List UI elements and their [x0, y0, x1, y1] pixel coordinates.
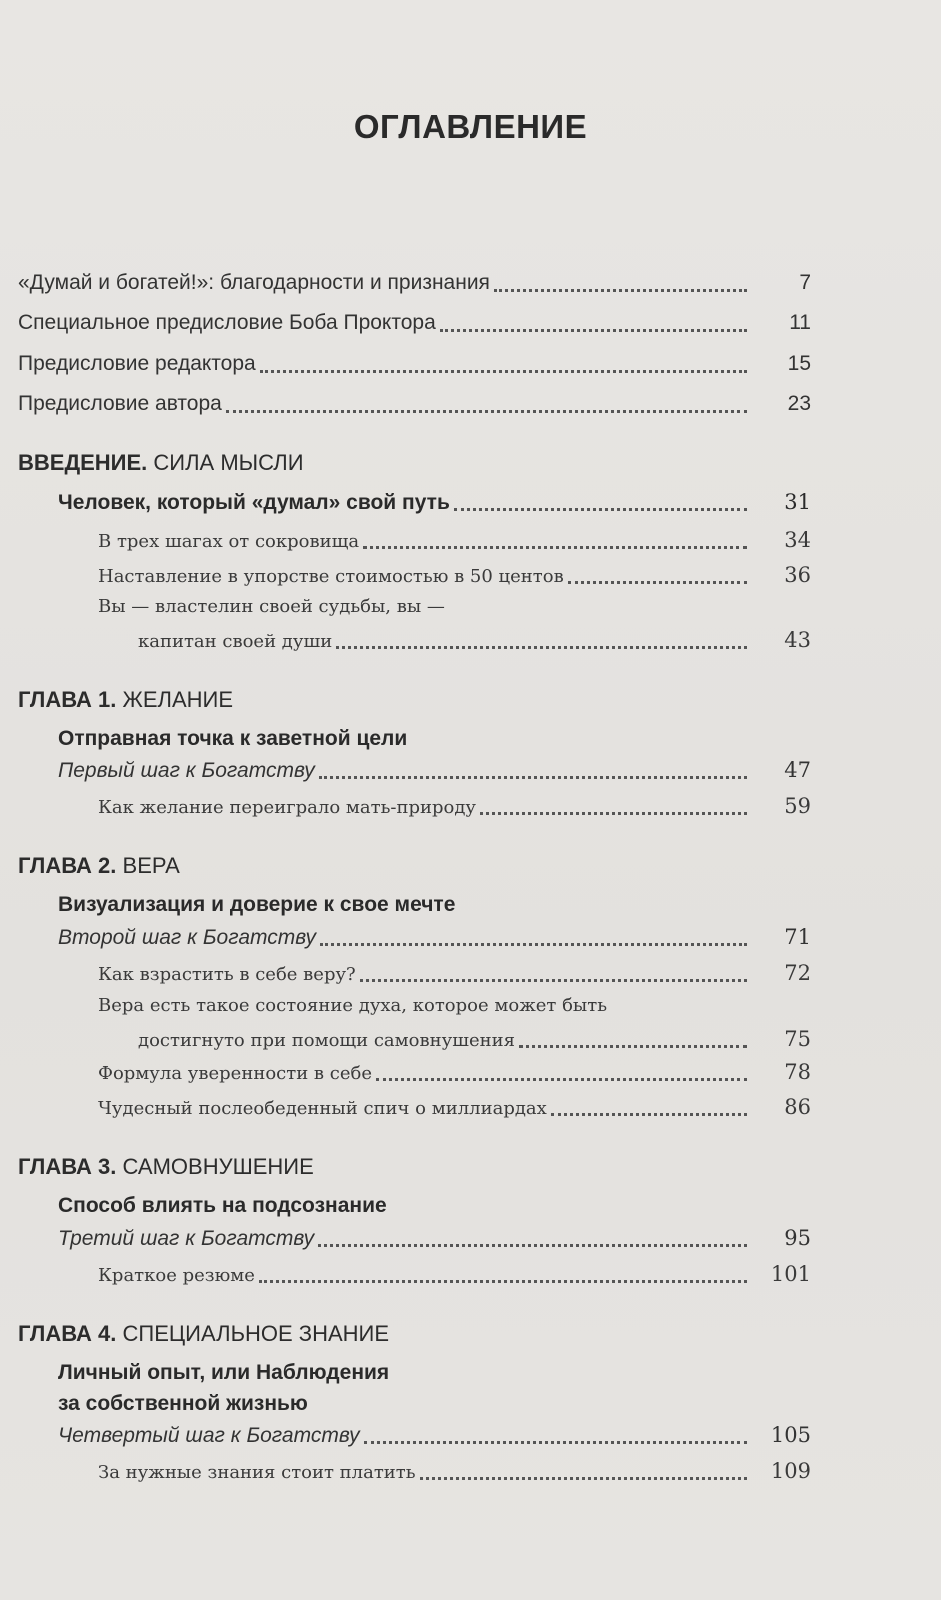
- toc-entry-page: 71: [784, 925, 811, 949]
- leader-dots: [226, 410, 747, 413]
- toc-entry-label: Человек, который «думал» свой путь: [58, 491, 450, 514]
- toc-entry[interactable]: [18, 271, 811, 295]
- chapter-subtitle: Визуализация и доверие к свое мечте: [58, 893, 456, 916]
- leader-dots: [320, 943, 747, 946]
- toc-entry-label: За нужные знания стоит платить: [98, 1462, 416, 1483]
- section-heading-ch2: [18, 853, 180, 879]
- toc-entry-page: 36: [784, 563, 811, 587]
- leader-dots: [336, 646, 747, 649]
- leader-dots: [318, 1244, 747, 1247]
- toc-entry[interactable]: [98, 563, 811, 587]
- section-heading-number: ВВЕДЕНИЕ.: [18, 450, 148, 475]
- toc-entry[interactable]: [98, 1262, 811, 1286]
- toc-entry-page: 23: [787, 392, 811, 415]
- section-heading-title: САМОВНУШЕНИЕ: [122, 1154, 314, 1179]
- toc-entry-label: Формула уверенности в себе: [98, 1063, 372, 1084]
- toc-entry-label: Третий шаг к Богатству: [58, 1227, 315, 1250]
- toc-entry[interactable]: [98, 1459, 811, 1483]
- leader-dots: [440, 329, 747, 332]
- section-heading-number: ГЛАВА 4.: [18, 1321, 117, 1346]
- section-heading-ch3: [18, 1154, 314, 1180]
- leader-dots: [376, 1078, 747, 1081]
- toc-entry-label: Четвертый шаг к Богатству: [58, 1424, 360, 1447]
- leader-dots: [420, 1477, 747, 1480]
- leader-dots: [519, 1045, 747, 1048]
- toc-entry-page: 15: [787, 352, 811, 375]
- leader-dots: [260, 370, 747, 373]
- leader-dots: [454, 508, 747, 511]
- chapter-subtitle-line2: за собственной жизнью: [58, 1392, 308, 1415]
- toc-entry-page: 7: [799, 271, 811, 294]
- toc-entry[interactable]: [98, 1060, 811, 1084]
- toc-entry[interactable]: [58, 758, 811, 783]
- toc-entry[interactable]: [98, 961, 811, 985]
- leader-dots: [259, 1280, 747, 1283]
- toc-entry-label: Как взрастить в себе веру?: [98, 964, 356, 985]
- toc-entry-label: Первый шаг к Богатству: [58, 759, 315, 782]
- toc-entry-page: 72: [784, 961, 811, 985]
- chapter-subtitle: Отправная точка к заветной цели: [58, 727, 408, 750]
- toc-entry-page: 95: [784, 1226, 811, 1250]
- toc-entry-label: Второй шаг к Богатству: [58, 926, 317, 949]
- section-heading-number: ГЛАВА 1.: [18, 687, 117, 712]
- section-heading-ch1: [18, 687, 233, 713]
- toc-entry[interactable]: [18, 311, 811, 335]
- toc-entry-label: Наставление в упорстве стоимостью в 50 центов: [98, 566, 564, 587]
- toc-entry-label-line1: Вы — властелин своей судьбы, вы —: [98, 596, 445, 617]
- toc-entry-page: 59: [784, 794, 811, 818]
- section-heading-number: ГЛАВА 3.: [18, 1154, 117, 1179]
- toc-entry-label: В трех шагах от сокровища: [98, 531, 360, 552]
- toc-entry[interactable]: [138, 628, 811, 652]
- section-heading-title: ВЕРА: [122, 853, 180, 878]
- toc-entry[interactable]: [58, 1423, 811, 1448]
- toc-entry-page: 47: [784, 758, 811, 782]
- toc-entry[interactable]: [98, 528, 811, 552]
- toc-entry-page: 75: [784, 1027, 811, 1051]
- toc-entry-label: капитан своей души: [138, 631, 333, 652]
- toc-entry[interactable]: [98, 794, 811, 818]
- leader-dots: [360, 979, 747, 982]
- leader-dots: [363, 546, 747, 549]
- toc-entry-page: 86: [784, 1095, 811, 1119]
- toc-entry-page: 101: [770, 1262, 811, 1286]
- leader-dots: [494, 289, 747, 292]
- section-heading-title: ЖЕЛАНИЕ: [122, 687, 233, 712]
- toc-entry-label: Предисловие редактора: [18, 352, 256, 375]
- leader-dots: [568, 581, 747, 584]
- toc-entry-page: 31: [784, 490, 811, 514]
- chapter-subtitle: Способ влиять на подсознание: [58, 1194, 387, 1217]
- toc-entry[interactable]: [58, 490, 811, 515]
- toc-entry[interactable]: [58, 1226, 811, 1251]
- page-title: ОГЛАВЛЕНИЕ: [353, 108, 588, 145]
- leader-dots: [480, 812, 747, 815]
- leader-dots: [364, 1441, 747, 1444]
- toc-entry-label: достигнуто при помощи самовнушения: [138, 1030, 515, 1051]
- toc-entry[interactable]: [138, 1027, 811, 1051]
- toc-entry[interactable]: [18, 352, 811, 376]
- toc-entry-page: 78: [784, 1060, 811, 1084]
- section-heading-title: СИЛА МЫСЛИ: [153, 450, 304, 475]
- toc-entry-label: Краткое резюме: [98, 1265, 255, 1286]
- toc-entry[interactable]: [58, 925, 811, 950]
- toc-entry[interactable]: [18, 392, 811, 416]
- toc-entry-label: «Думай и богатей!»: благодарности и признания: [18, 271, 490, 294]
- toc-entry-label: Специальное предисловие Боба Проктора: [18, 311, 436, 334]
- toc-entry-label: Чудесный послеобеденный спич о миллиардах: [98, 1098, 547, 1119]
- toc-entry[interactable]: [98, 1095, 811, 1119]
- section-heading-number: ГЛАВА 2.: [18, 853, 117, 878]
- leader-dots: [551, 1113, 747, 1116]
- toc-entry-page: 34: [784, 528, 811, 552]
- section-heading-title: СПЕЦИАЛЬНОЕ ЗНАНИЕ: [122, 1321, 390, 1346]
- toc-entry-page: 11: [789, 311, 811, 334]
- toc-entry-page: 105: [770, 1423, 811, 1447]
- toc-entry-label: Как желание переиграло мать-природу: [98, 797, 476, 818]
- toc-entry-label-line1: Вера есть такое состояние духа, которое может быть: [98, 995, 608, 1016]
- section-heading-ch4: [18, 1321, 389, 1347]
- toc-entry-page: 43: [784, 628, 811, 652]
- chapter-subtitle-line1: Личный опыт, или Наблюдения: [58, 1361, 390, 1384]
- toc-entry-page: 109: [770, 1459, 811, 1483]
- toc-entry-label: Предисловие автора: [18, 392, 222, 415]
- section-heading-intro: [18, 450, 304, 476]
- leader-dots: [319, 776, 747, 779]
